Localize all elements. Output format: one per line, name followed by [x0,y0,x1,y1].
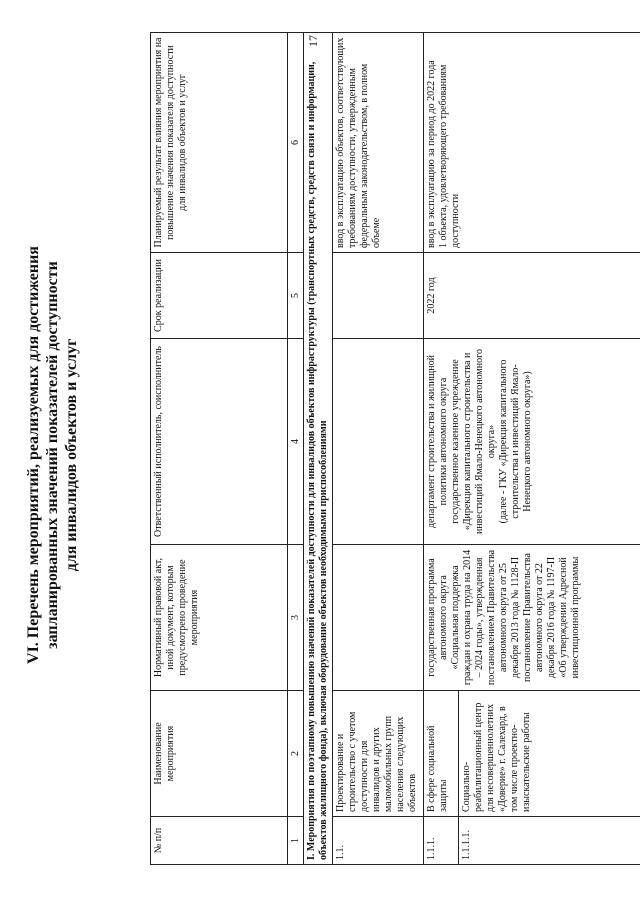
row-num: 1.1.1.1. [459,817,640,865]
row-result: ввод в эксплуатацию за период до 2022 года 1 объекта, удовлетворяющего требованиям доступности [424,33,640,253]
page-title [24,105,81,805]
row-name: Социально-реабилитационный центр для несовершеннолетних «Доверие» г. Салехард, в том числе проектно-изыскательские работы [459,691,640,817]
column-number: 5 [288,253,304,339]
row-executor [333,339,424,545]
header-act: Нормативный правовой акт, иной документ, которым предусмотрено проведение мероприятия [151,545,288,691]
column-number-row [288,33,304,865]
column-number: 2 [288,691,304,817]
title-line-1: VI. Перечень мероприятий, реализуемых для достижения [25,246,42,664]
row-num: 1.1. [333,817,424,865]
header-executor: Ответственный исполнитель, соисполнитель [151,339,288,545]
table-header-row [151,33,288,865]
page-number: 17 [306,35,320,47]
header-term: Срок реализации [151,253,288,339]
table-row [424,33,459,865]
column-number: 1 [288,817,304,865]
column-number: 3 [288,545,304,691]
measures-table [150,32,640,865]
row-term: 2022 год [424,253,640,339]
row-act [333,545,424,691]
row-act: государственная программа автономного округа «Социальная поддержка граждан и охрана труда на 2014 – 2024 годы», утвержденная постановлением Правительства автономного округа от 25 декабря 2013 года № 1128-П постановление Правительства автономного округа от 22 декабря 2016 года № 1197-П «Об утверждении Адресной инвестиционной программы [424,545,640,691]
row-term [333,253,424,339]
header-result: Планируемый результат влияния мероприятия на повышение значения показателя доступности для инвалидов объектов и услуг [151,33,288,253]
title-line-3: для инвалидов объектов и услуг [63,338,80,572]
row-num: 1.1.1. [424,817,459,865]
row-executor: департамент строительства и жилищной политики автономного округа государственное казенное учреждение «Дирекция капитального строительства и инвестиций Ямало-Ненецкого автономного округа» (далее - ГКУ «Дирекция капитального строительства и инвестиций Ямало-Ненецкого автономного округа») [424,339,640,545]
header-name: Наименование мероприятия [151,691,288,817]
header-num: № п/п [151,817,288,865]
column-number: 6 [288,33,304,253]
table-row [333,33,424,865]
section-row [304,33,333,865]
row-name: В сфере социальной защиты [424,691,459,817]
row-result: ввод в эксплуатацию объектов, соответствующих требованиям доступности, утвержденным федеральным законодательством, в полном объеме [333,33,424,253]
row-name: Проектирование и строительство с учетом доступности для инвалидов и других маломобильных групп населения следующих объектов [333,691,424,817]
title-line-2: запланированных значений показателей доступности [44,261,61,649]
column-number: 4 [288,339,304,545]
section-title: I. Мероприятия по поэтапному повышению значений показателей доступности для инвалидов объектов инфраструктуры (транспортных средств, средств связи и информации, объектов жилищного фонда), включая оборудование объектов необходимыми приспособлениями [304,33,333,865]
